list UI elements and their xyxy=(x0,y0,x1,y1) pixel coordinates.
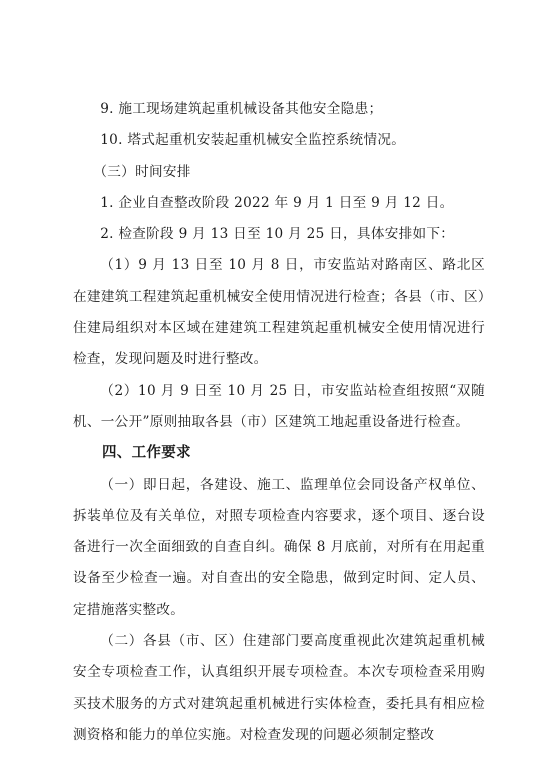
document-body xyxy=(73,94,485,751)
section-schedule-heading: （三）时间安排 xyxy=(93,163,191,180)
requirement-2-paragraph: （二）各县（市、区）住建部门要高度重视此次建筑起重机械安全专项检查工作，认真组织开展专项检查。本次专项检查采用购买技术服务的方式对建筑起重机械进行实体检查，委托具有相应检测资格和能力的单位实施。对检查发现的问题必须制定整改 xyxy=(73,633,485,743)
schedule-subitem-2: （2）10 月 9 日至 10 月 25 日，市安监站检查组按照“双随机、一公开”原则抽取各县（市）区建筑工地起重设备进行检查。 xyxy=(73,382,485,430)
schedule-item-1: 1. 企业自查整改阶段 2022 年 9 月 1 日至 9 月 12 日。 xyxy=(100,194,454,211)
requirement-1-paragraph: （一）即日起，各建设、施工、监理单位会同设备产权单位、拆装单位及有关单位，对照专项检查内容要求，逐个项目、逐台设备进行一次全面细致的自查自纠。确保 8 月底前，对所有在用起重设备至少检查一遍。对自查出的安全隐患，做到定时间、定人员、定措施落实整改。 xyxy=(73,476,485,618)
schedule-subitem-1: （1）9 月 13 日至 10 月 8 日，市安监站对路南区、路北区在建建筑工程建筑起重机械安全使用情况进行检查；各县（市、区）住建局组织对本区域在建建筑工程建筑起重机械安全使用情况进行检查，发现问题及时进行整改。 xyxy=(73,257,485,368)
section-work-requirements-heading: 四、工作要求 xyxy=(102,445,191,462)
schedule-item-2: 2. 检查阶段 9 月 13 日至 10 月 25 日，具体安排如下： xyxy=(100,226,455,243)
item-10-paragraph: 10. 塔式起重机安装起重机械安全监控系统情况。 xyxy=(100,132,406,149)
item-9-paragraph: 9. 施工现场建筑起重机械设备其他安全隐患； xyxy=(100,101,383,117)
